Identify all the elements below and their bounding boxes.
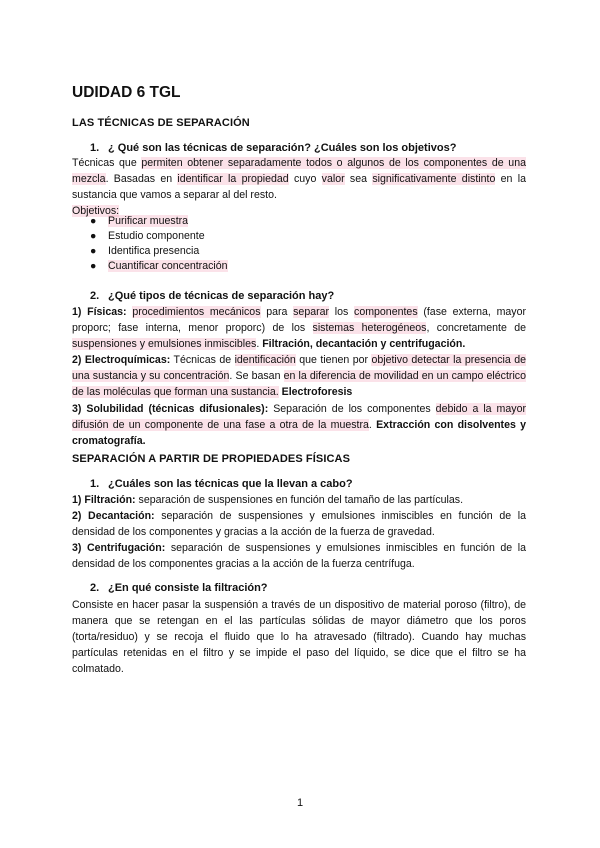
highlight-run: debido a la mayor difusión de un componente de una fase a otra de la muestra xyxy=(72,402,526,431)
question-text: ¿En qué consiste la filtración? xyxy=(108,582,268,594)
objectives-label: Objetivos: xyxy=(72,205,120,218)
text-run: separación de suspensiones y emulsiones inmiscibles en función de la densidad de los componentes y gracias a la acción de la fuerza de gravedad. xyxy=(72,510,526,539)
bullet-icon: ● xyxy=(90,260,97,272)
text-run: (fase externa, mayor proporc; fase interna, menor proporc) de los xyxy=(72,306,527,335)
highlight-run: significativamente distinto xyxy=(372,173,496,186)
list-item-text: Estudio componente xyxy=(108,230,205,242)
technique-centrifugacion xyxy=(72,540,526,572)
highlight-run: identificar la propiedad xyxy=(177,173,289,186)
highlight-run: sistemas heterogéneos xyxy=(312,322,427,335)
highlight-run: componentes xyxy=(354,306,418,318)
objectives-list xyxy=(90,214,228,274)
highlight-run: procedimientos mecánicos xyxy=(132,306,261,318)
question-filtracion xyxy=(90,582,268,594)
highlight-run: identificación xyxy=(234,354,296,367)
text-run: . xyxy=(256,338,263,351)
highlight-run: separar xyxy=(293,306,330,318)
highlight-run: suspensiones y emulsiones inmiscibles xyxy=(72,338,257,351)
term: Electroforesis xyxy=(281,386,353,399)
text-run: separación de suspensiones en función del tamaño de las partículas. xyxy=(135,494,464,506)
document-title: UDIDAD 6 TGL xyxy=(72,84,181,101)
question-cuales xyxy=(90,478,353,490)
term: Filtración, decantación y centrifugación. xyxy=(262,338,466,351)
term: 3) Solubilidad (técnicas difusionales): xyxy=(72,402,269,415)
paragraph-filtracion xyxy=(72,597,526,677)
bullet-icon: ● xyxy=(90,230,97,242)
question-number: 2. xyxy=(90,290,100,302)
section-title-tecnicas: LAS TÉCNICAS DE SEPARACIÓN xyxy=(72,117,250,129)
term: 1) Filtración: xyxy=(72,494,136,506)
highlight-run: valor xyxy=(321,173,345,186)
text-run: en la sustancia que vamos a separar al del resto. xyxy=(72,173,526,202)
type-fisicas xyxy=(72,304,526,352)
term: 2) Decantación: xyxy=(72,510,155,523)
list-item xyxy=(90,259,228,274)
text-run: para xyxy=(260,306,294,318)
list-item-text: Cuantificar concentración xyxy=(108,260,228,272)
text-run: Separación de los componentes xyxy=(268,402,436,415)
question-number: 2. xyxy=(90,582,100,594)
text-run: , concretamente de xyxy=(426,322,526,335)
paragraph-definicion xyxy=(72,155,526,219)
text-run: que tienen por xyxy=(295,354,372,367)
highlight-run: en la diferencia de movilidad en un campo eléctrico de las moléculas que forman una sustancia. xyxy=(72,370,526,399)
section-title-propiedades-fisicas: SEPARACIÓN A PARTIR DE PROPIEDADES FÍSICAS xyxy=(72,453,351,465)
type-solubilidad xyxy=(72,401,526,449)
text-run: . xyxy=(368,418,377,431)
highlight-run: objetivo detectar la presencia de una sustancia y su concentración xyxy=(72,354,526,383)
term: 1) Físicas: xyxy=(72,306,127,318)
paragraph-text: Consiste en hacer pasar la suspensión a través de un dispositivo de material poroso (filtro), de manera que se retengan en el las partículas sólidas de mayor diámetro que los poros (torta/residuo) y se recoja el fluido que lo ha atravesado (filtrado). Cuando hay muchas partículas retenidas en el filtro y se impide el paso del líquido, se dice que el filtro se ha colmatado. xyxy=(72,599,526,676)
list-item xyxy=(90,229,228,244)
bullet-icon: ● xyxy=(90,245,97,257)
text-run: . Basadas en xyxy=(105,173,178,186)
term: 3) Centrifugación: xyxy=(72,542,166,555)
question-tipos xyxy=(90,290,334,302)
term: Extracción con disolventes y cromatografía. xyxy=(72,418,526,447)
list-item-text: Identifica presencia xyxy=(108,245,200,257)
text-run: separación de suspensiones y emulsiones inmiscibles en función de la densidad de los componentes gracias a la acción de la fuerza centrífuga. xyxy=(72,542,526,571)
page-number: 1 xyxy=(296,797,304,809)
technique-decantacion xyxy=(72,508,526,540)
term: 2) Electroquímicas: xyxy=(72,354,171,367)
question-text: ¿ Qué son las técnicas de separación? ¿Cuáles son los objetivos? xyxy=(108,142,457,154)
paragraph-tipos xyxy=(72,304,526,449)
bullet-icon: ● xyxy=(90,215,97,227)
text-run: . Se basan xyxy=(229,370,284,383)
list-item-text: Purificar muestra xyxy=(108,215,189,227)
text-run: cuyo xyxy=(288,173,322,186)
text-run: los xyxy=(329,306,355,318)
list-item xyxy=(90,214,228,229)
text-run: Técnicas de xyxy=(170,354,235,367)
question-number: 1. xyxy=(90,142,100,154)
question-text: ¿Cuáles son las técnicas que la llevan a cabo? xyxy=(108,478,353,490)
highlight-run: permiten obtener separadamente todos o algunos de los componentes de una mezcla xyxy=(72,157,526,186)
question-text: ¿Qué tipos de técnicas de separación hay? xyxy=(108,290,335,302)
question-number: 1. xyxy=(90,478,100,490)
question-que-son xyxy=(90,142,456,154)
technique-filtracion xyxy=(72,492,526,508)
text-run: sea xyxy=(344,173,373,186)
paragraph-tecnicas-fisicas xyxy=(72,492,526,572)
text-run: Técnicas que xyxy=(72,157,142,169)
list-item xyxy=(90,244,228,259)
type-electroquimicas xyxy=(72,352,526,400)
